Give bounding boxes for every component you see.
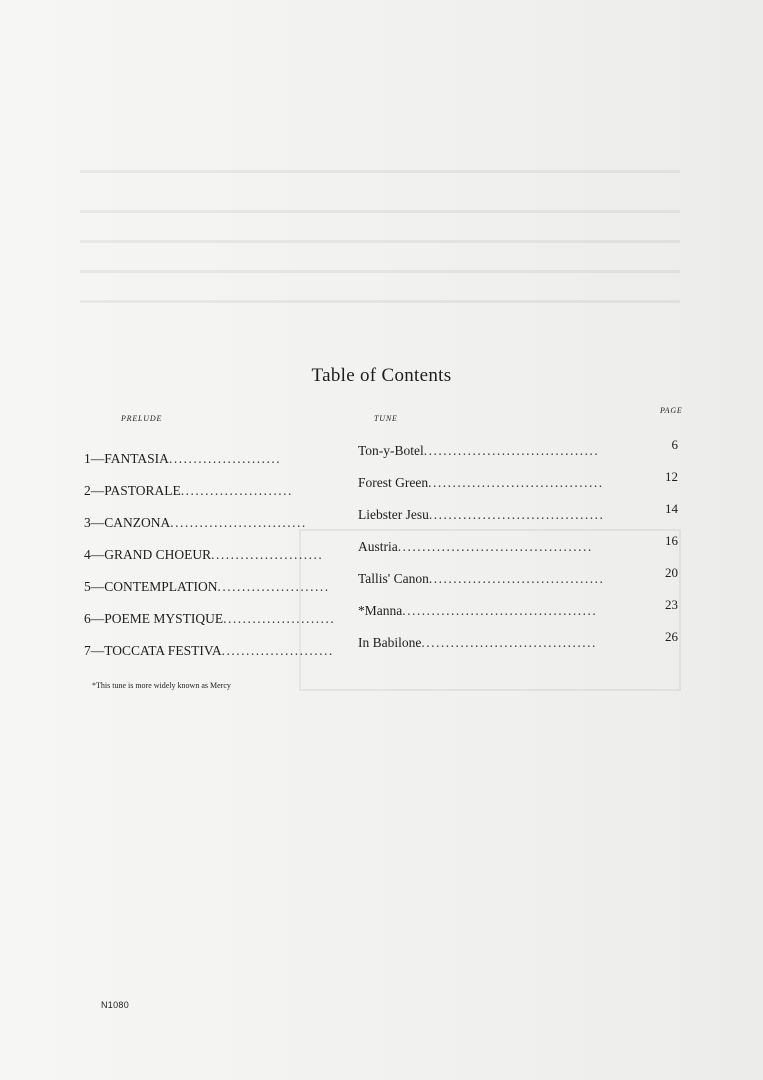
prelude-title: 1—FANTASIA....................... (84, 451, 282, 466)
dot-leader: ....................... (217, 579, 330, 594)
dot-leader: ........................................ (402, 603, 598, 618)
tune-name: Tallis' Canon.................................... (358, 571, 605, 586)
dot-leader: ....................... (168, 451, 282, 466)
column-header-tune: TUNE (374, 414, 398, 423)
tune-name: Ton-y-Botel.................................... (358, 443, 600, 458)
prelude-title: 3—CANZONA............................ (84, 515, 307, 530)
page-number: 20 (665, 565, 678, 580)
prelude-title: 7—TOCCATA FESTIVA....................... (84, 643, 334, 658)
dot-leader: .................................... (428, 507, 605, 522)
prelude-title: 6—POEME MYSTIQUE....................... (84, 611, 336, 626)
column-header-page: PAGE (660, 406, 683, 415)
dot-leader: ....................... (221, 643, 334, 658)
page-title: Table of Contents (311, 365, 452, 386)
dot-leader: ....................... (223, 611, 336, 626)
column-header-prelude: PRELUDE (121, 414, 163, 423)
tune-name: Austria........................................ (358, 539, 593, 554)
page-number: 6 (671, 437, 678, 452)
dot-leader: .................................... (423, 443, 600, 458)
tune-name: *Manna........................................ (358, 603, 598, 618)
page-number: 14 (665, 501, 678, 516)
footnote: *This tune is more widely known as Mercy (92, 681, 231, 690)
dot-leader: ....................... (211, 547, 324, 562)
prelude-title: 4—GRAND CHOEUR....................... (84, 547, 324, 562)
contents-entry (84, 437, 700, 473)
page-number: 26 (665, 629, 678, 644)
dot-leader: .................................... (428, 475, 604, 490)
page-number: 16 (665, 533, 678, 548)
contents-entry (84, 501, 700, 537)
dot-leader: .................................... (428, 571, 605, 586)
catalog-number: N1080 (101, 1000, 130, 1010)
contents-entry (84, 469, 700, 505)
prelude-title: 2—PASTORALE....................... (84, 483, 293, 498)
tune-name: Liebster Jesu.................................... (358, 507, 605, 522)
dot-leader: .................................... (421, 635, 597, 650)
contents-entry (84, 565, 700, 601)
tune-name: Forest Green.................................... (358, 475, 604, 490)
contents-entry (84, 629, 700, 665)
dot-leader: ....................... (180, 483, 293, 498)
contents-entry (84, 597, 700, 633)
dot-leader: ........................................ (397, 539, 593, 554)
dot-leader: ............................ (170, 515, 307, 530)
contents-entry (84, 533, 700, 569)
contents-list (84, 437, 700, 665)
page-number: 23 (665, 597, 678, 612)
tune-name: In Babilone.................................... (358, 635, 597, 650)
prelude-title: 5—CONTEMPLATION....................... (84, 579, 330, 594)
page-number: 12 (665, 469, 678, 484)
